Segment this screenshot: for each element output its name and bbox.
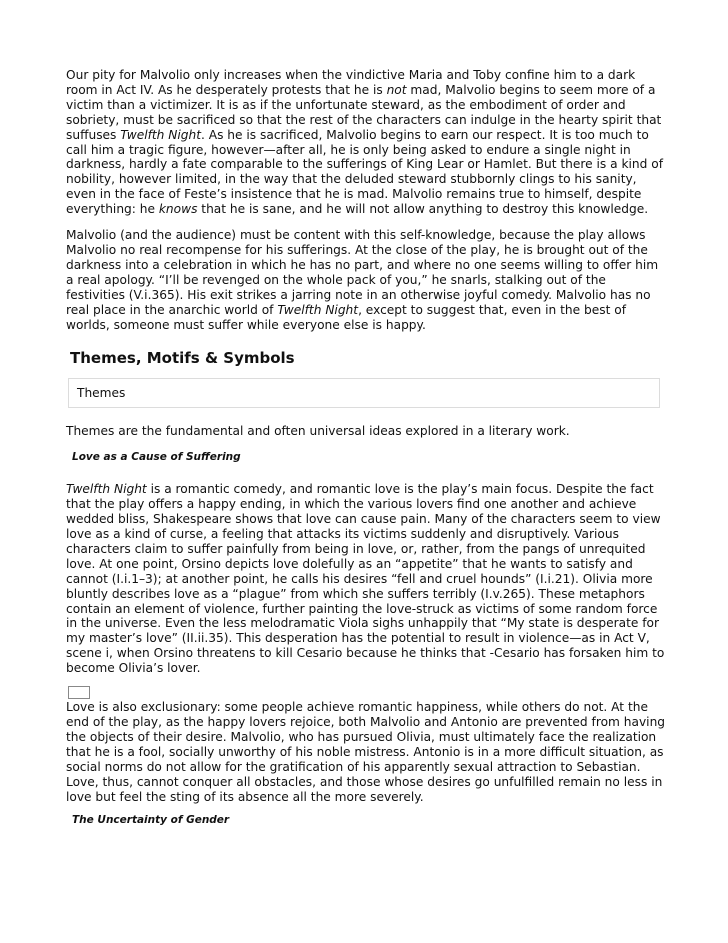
text-run: Malvolio (and the audience) must be content with this self-knowledge, because the play allows Malvolio no real recompense for his sufferings. At the close of the play, he is brought out of the darkness into a celebration in which he has no part, and where no one seems willing to offer him a real apology. “I’ll be revenged on the whole pack of you,” he snarls, stalking out of the festivities (V.i.365). His exit strikes a jarring note in an otherwise joyful comedy. Malvolio has no real place in the anarchic world of — [66, 228, 659, 317]
paragraph-love-suffering — [66, 482, 666, 676]
text-run: mad, Malvolio begins to seem more of a victim than a victimizer. It is as if the unfortunate steward, as the embodiment of order and sobriety, must be sacrificed so that the rest of the characters can indulge in the hearty spirit that suffuses — [66, 82, 662, 142]
document-page — [66, 68, 666, 845]
tab-themes[interactable] — [68, 378, 660, 408]
title-twelfth-night: Twelfth Night — [277, 302, 359, 317]
themes-intro: Themes are the fundamental and often universal ideas explored in a literary work. — [66, 424, 570, 439]
paragraph-malvolio-recompense — [66, 228, 666, 332]
text-run: , except to suggest that, even in the best of worlds, someone must suffer while everyone else is happy. — [66, 302, 626, 332]
emphasis-not: not — [386, 82, 407, 97]
subheading-uncertainty-gender: The Uncertainty of Gender — [72, 814, 230, 827]
broken-image-placeholder — [68, 686, 90, 699]
text-run: Our pity for Malvolio only increases when the vindictive Maria and Toby confine him to a dark room in Act IV. As he desperately protests that he is — [66, 68, 636, 97]
tab-themes-label: Themes — [77, 386, 126, 401]
text-run: that he is sane, and he will not allow anything to destroy this knowledge. — [197, 202, 649, 217]
emphasis-knows: knows — [158, 202, 198, 217]
section-title: Themes, Motifs & Symbols — [70, 349, 295, 368]
text-run: is a romantic comedy, and romantic love is the play’s main focus. Despite the fact that the play offers a happy ending, in which the various lovers find one another and achieve wedded bliss, Shakespeare shows that love can cause pain. Many of the characters seem to view love as a kind of curse, a feeling that attacks its victims suddenly and disruptively. Various characters claim to suffer painfully from being in love, or, rather, from the pangs of unrequited love. At one point, Orsino depicts love dolefully as an “appetite” that he wants to satisfy and cannot (I.i.1–3); at another point, he calls his desires “fell and cruel hounds” (I.i.21). Olivia more bluntly describes love as a “plague” from which she suffers terribly (I.v.265). These metaphors contain an element of violence, further painting the love-struck as victims of some random force in the universe. Even the less melodramatic Viola sighs unhappily that “My state is desperate for my master’s love” (II.ii.35). This desperation has the potential to result in violence—as in Act V, scene i, when Orsino threatens to kill Cesario because he thinks that -Cesario has forsaken him to become Olivia’s lover. — [66, 482, 665, 676]
subheading-love-suffering: Love as a Cause of Suffering — [72, 451, 241, 464]
title-twelfth-night: Twelfth Night — [120, 127, 201, 142]
paragraph-love-exclusionary: Love is also exclusionary: some people achieve romantic happiness, while others do not. At the end of the play, as the happy lovers rejoice, both Malvolio and Antonio are prevented from having the objects of their desire. Malvolio, who has pursued Olivia, must ultimately face the realization that he is a fool, socially unworthy of his noble mistress. Antonio is in a more difficult situation, as social norms do not allow for the gratification of his apparently sexual attraction to Sebastian. Love, thus, cannot conquer all obstacles, and those whose desires go unfulfilled remain no less in love but feel the sting of its absence all the more severely. — [66, 700, 666, 804]
paragraph-malvolio-pity — [66, 68, 666, 217]
title-twelfth-night: Twelfth Night — [66, 482, 147, 497]
text-run: . As he is sacrificed, Malvolio begins to earn our respect. It is too much to call him a tragic figure, however—after all, he is only being asked to endure a single night in darkness, hardly a fate comparable to the sufferings of King Lear or Hamlet. But there is a kind of nobility, however limited, in the way that the deluded steward stubbornly clings to his sanity, even in the face of Feste’s insistence that he is mad. Malvolio remains true to himself, despite everything: he — [66, 127, 663, 217]
